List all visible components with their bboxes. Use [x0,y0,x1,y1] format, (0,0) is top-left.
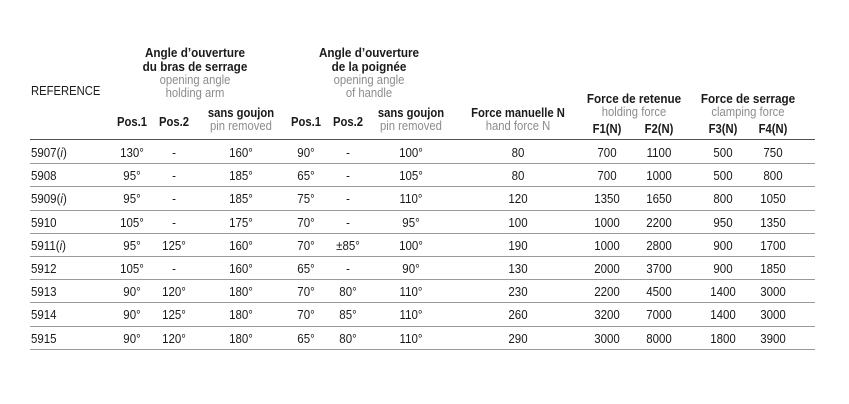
h1-cell: 65° [297,331,315,346]
p1-cell: 130° [120,146,144,160]
h2-cell: - [346,169,350,184]
f1-cell: 3000 [594,331,620,346]
row-rule [30,186,815,187]
reference-cell [31,216,57,230]
pin-cell: 180° [229,285,253,300]
hpin-cell: 110° [399,192,423,207]
row-rule [30,210,815,211]
opening-arm-header [130,46,260,100]
f2-cell: 1650 [646,192,672,207]
hpin-cell: 110° [399,331,423,346]
reference-cell [31,332,57,346]
opening-arm-fr-1: Angle d’ouverture [144,45,246,60]
table-row [0,188,849,210]
h2-cell: - [346,192,350,207]
p2-cell: 120° [162,285,186,300]
f4-cell: 750 [763,146,783,160]
reference-cell [31,169,57,183]
p1-cell: 105° [120,262,144,276]
p2-cell: - [172,192,176,207]
reference-suffix: ) [62,192,67,207]
clamping-force-en: clamping force [711,105,785,119]
pos1-handle-header: Pos.1 [290,115,322,129]
hand-cell: 130 [508,262,528,276]
p1-cell: 90° [123,308,141,323]
hand-force-en: hand force N [485,119,551,133]
table-row [0,281,849,303]
opening-handle-fr-2: de la poignée [331,59,407,74]
reference-suffix: ) [62,238,66,253]
h1-cell: 65° [297,169,315,184]
h1-cell: 70° [297,238,315,253]
p2-cell: 120° [162,331,186,346]
f3-cell: 1400 [710,285,736,300]
pin-cell: 160° [229,238,253,253]
row-rule [30,326,815,327]
row-rule [30,302,815,303]
f2-cell: 7000 [646,308,672,323]
holding-force-en: holding force [601,105,667,119]
table-row [0,235,849,257]
hpin-cell: 100° [399,146,423,160]
p2-cell: - [172,262,176,276]
pin-cell: 185° [229,192,253,207]
reference-cell [31,285,57,299]
f1-cell: 700 [597,169,617,184]
row-rule [30,279,815,280]
f3-cell: 500 [713,169,733,184]
p1-cell: 90° [123,285,141,300]
hand-cell: 100 [508,215,528,230]
f3-cell: 900 [713,238,733,253]
h2-cell: 85° [339,308,357,323]
h2-cell: 80° [339,285,357,300]
f3-cell: 1800 [710,331,736,346]
table-row [0,258,849,280]
reference-code: 5914 [31,308,57,323]
p2-cell: 125° [162,308,186,323]
table-row [0,212,849,234]
h2-cell: - [346,262,350,276]
p1-cell: 105° [120,215,144,230]
hpin-cell: 110° [399,285,423,300]
reference-info-mark: i [60,192,63,207]
hpin-cell: 90° [402,262,420,276]
pin-removed-handle-header [366,106,456,133]
f2-cell: 3700 [646,262,672,276]
reference-code: 5911( [31,238,60,253]
f4-cell: 1700 [760,238,786,253]
hand-cell: 230 [508,285,528,300]
clamping-force-fr: Force de serrage [700,91,796,106]
f4-cell: 3900 [760,331,786,346]
pos2-handle-header: Pos.2 [332,115,364,129]
hpin-cell: 110° [399,308,423,323]
row-rule [30,256,815,257]
reference-code: 5912 [31,262,57,276]
reference-suffix: ) [62,146,67,160]
f1-cell: 1000 [594,238,620,253]
pin-arm-en: pin removed [210,119,272,133]
h2-cell: - [346,146,350,160]
hand-force-header [458,106,578,133]
p1-cell: 90° [123,331,141,346]
reference-code: 5913 [31,285,57,300]
f2-cell: 8000 [646,331,672,346]
reference-code: 5908 [31,169,57,184]
pin-handle-fr: sans goujon [377,106,445,120]
f3-header: F3(N) [708,122,738,136]
opening-arm-en-1: opening angle [159,73,231,87]
table-row [0,304,849,326]
p1-cell: 95° [123,238,141,253]
reference-cell [31,262,57,276]
p2-cell: - [172,215,176,230]
pin-cell: 180° [229,308,253,323]
p2-cell: 125° [162,238,186,253]
reference-cell [31,192,67,206]
hand-cell: 80 [511,146,525,160]
opening-handle-header [304,46,434,100]
pos2-arm-header: Pos.2 [158,115,190,129]
f1-cell: 700 [597,146,617,160]
table-row [0,142,849,164]
pos1-arm-header: Pos.1 [116,115,148,129]
hpin-cell: 100° [399,238,423,253]
h2-cell: ±85° [336,238,360,253]
f2-cell: 2200 [646,215,672,230]
f2-cell: 1000 [646,169,672,184]
pin-arm-fr: sans goujon [207,106,275,120]
p2-cell: - [172,169,176,184]
pin-cell: 175° [229,215,253,230]
row-rule [30,163,815,164]
h1-cell: 90° [297,146,315,160]
p1-cell: 95° [123,192,141,207]
p2-cell: - [172,146,176,160]
f4-cell: 1350 [760,215,786,230]
reference-code: 5907( [31,146,61,160]
p1-cell: 95° [123,169,141,184]
opening-handle-fr-1: Angle d’ouverture [318,45,420,60]
h1-cell: 70° [297,285,315,300]
f1-cell: 2200 [594,285,620,300]
table-row [0,165,849,187]
hand-cell: 190 [508,238,528,253]
holding-force-fr: Force de retenue [586,91,682,106]
reference-cell [31,239,66,253]
hand-cell: 120 [508,192,528,207]
f1-cell: 1350 [594,192,620,207]
pin-cell: 180° [229,331,253,346]
f2-header: F2(N) [644,122,674,136]
f3-cell: 1400 [710,308,736,323]
pin-handle-en: pin removed [380,119,442,133]
holding-force-header [574,92,694,119]
pin-cell: 160° [229,146,253,160]
reference-code: 5909( [31,192,61,207]
h2-cell: - [346,215,350,230]
f2-cell: 1100 [646,146,672,160]
reference-info-mark: i [60,146,63,160]
f4-cell: 3000 [760,308,786,323]
f4-cell: 1850 [760,262,786,276]
f4-cell: 3000 [760,285,786,300]
hand-force-fr: Force manuelle N [471,106,565,120]
reference-info-mark: i [59,238,63,253]
row-rule [30,233,815,234]
h2-cell: 80° [339,331,357,346]
f2-cell: 4500 [646,285,672,300]
f4-header: F4(N) [758,122,788,136]
opening-arm-fr-2: du bras de serrage [142,59,248,74]
reference-code: 5910 [31,215,57,230]
reference-header: REFERENCE [31,84,101,98]
opening-handle-en-1: opening angle [333,73,405,87]
opening-handle-en-2: of handle [345,86,393,100]
h1-cell: 70° [297,215,315,230]
f1-cell: 2000 [594,262,620,276]
table-row [0,328,849,350]
f1-cell: 1000 [594,215,620,230]
opening-arm-en-2: holding arm [165,86,225,100]
pin-cell: 185° [229,169,253,184]
hpin-cell: 105° [399,169,423,184]
row-rule [30,349,815,350]
f4-cell: 1050 [760,192,786,207]
clamping-force-header [688,92,808,119]
header-rule [30,139,815,140]
pin-removed-arm-header [196,106,286,133]
h1-cell: 75° [297,192,315,207]
reference-cell [31,308,57,322]
f4-cell: 800 [763,169,783,184]
f2-cell: 2800 [646,238,672,253]
hpin-cell: 95° [402,215,420,230]
f3-cell: 500 [713,146,733,160]
pin-cell: 160° [229,262,253,276]
hand-cell: 260 [508,308,528,323]
hand-cell: 290 [508,331,528,346]
f3-cell: 900 [713,262,733,276]
f3-cell: 950 [713,215,733,230]
f3-cell: 800 [713,192,733,207]
hand-cell: 80 [511,169,525,184]
h1-cell: 70° [297,308,315,323]
f1-header: F1(N) [592,122,622,136]
h1-cell: 65° [297,262,315,276]
reference-code: 5915 [31,331,57,346]
reference-cell [31,146,67,160]
f1-cell: 3200 [594,308,620,323]
